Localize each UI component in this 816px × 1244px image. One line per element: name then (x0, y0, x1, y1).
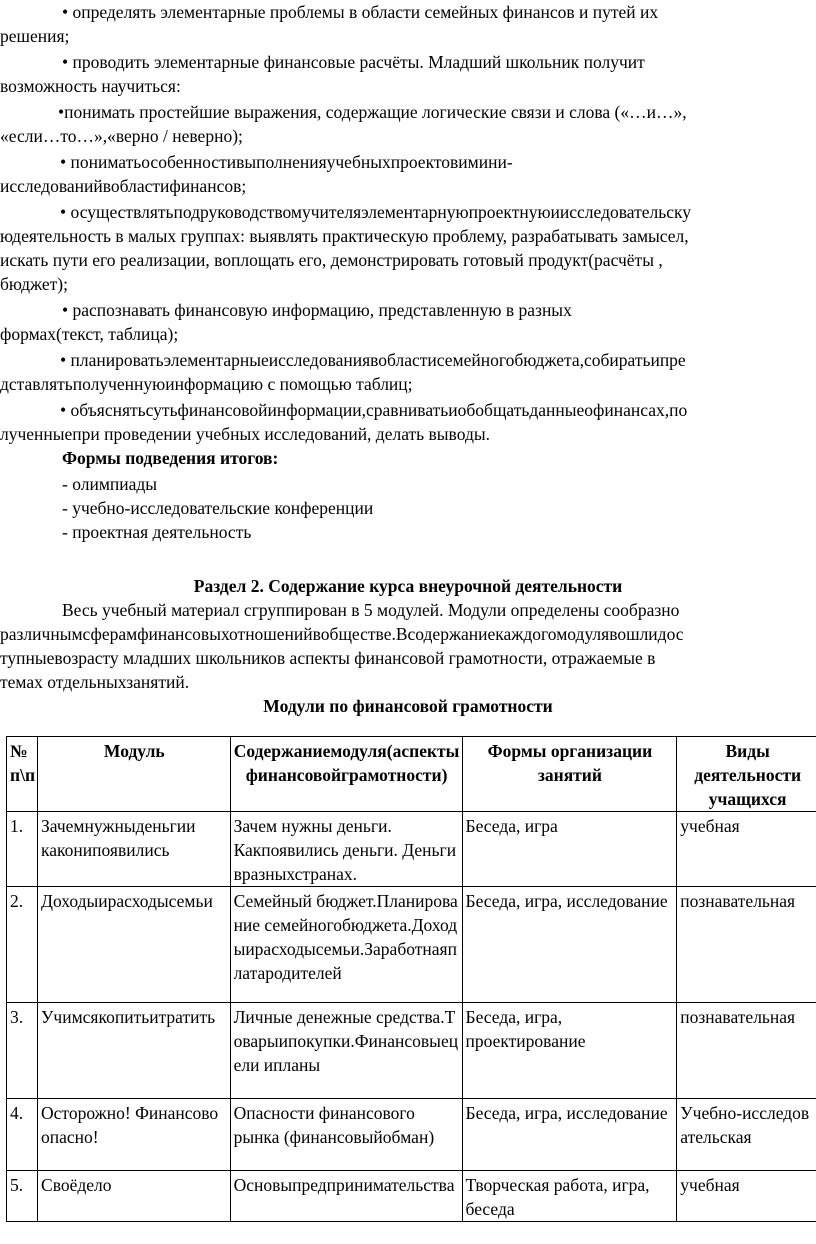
cell-content: Семейный бюджет.Планирование семейногобюджета.Доходыирасходысемьи.Заработнаяплатародителей (230, 887, 462, 1003)
forms-item: - учебно-исследовательские конференции (62, 498, 374, 518)
cell-module: Учимсякопитьитратить (38, 1003, 231, 1099)
text-line: «если…то…»,«верно / неверно); (0, 126, 243, 146)
forms-item: - проектная деятельность (62, 522, 252, 542)
cell-module: Доходыирасходысемьи (38, 887, 231, 1003)
cell-module: Зачемнужныденьгии каконипоявились (38, 812, 231, 887)
cell-forms: Творческая работа, игра, беседа (462, 1171, 677, 1222)
section-title: Раздел 2. Содержание курса внеурочной деятельности (193, 576, 623, 596)
bullet-line-7: • планироватьэлементарныеисследованиявобластисемейногобюджета,собиратьипре (60, 350, 686, 370)
table-row (7, 887, 816, 1003)
table-row (7, 1003, 816, 1099)
section-text: тупныевозрасту младших школьников аспекты финансовой грамотности, отражаемые в (0, 648, 656, 668)
header-activities: Виды деятельности учащихся (677, 737, 816, 812)
text-line: возможность научиться: (0, 76, 181, 96)
cell-forms: Беседа, игра, исследование (462, 1099, 677, 1171)
cell-number: 3. (7, 1003, 38, 1099)
text-line: формах(текст, таблица); (0, 324, 179, 344)
cell-number: 1. (7, 812, 38, 887)
modules-table (6, 736, 816, 1222)
header-forms: Формы организации занятий (462, 737, 677, 812)
bullet-line-1: • определять элементарные проблемы в области семейных финансов и путей их (62, 2, 659, 22)
bullet-line-4: • пониматьособенностивыполненияучебныхпроектовимини- (60, 152, 513, 172)
bullet-line-8: • объяснятьсутьфинансовойинформации,сравниватьиобобщатьданныеофинансах,по (60, 400, 688, 420)
table-title: Модули по финансовой грамотности (263, 696, 553, 716)
cell-activities: познавательная (677, 887, 816, 1003)
text-line: бюджет); (0, 274, 68, 294)
forms-heading: Формы подведения итогов: (62, 448, 279, 468)
section-text: темах отдельныхзанятий. (0, 672, 190, 692)
table-row (7, 812, 816, 887)
bullet-line-5: • осуществлятьподруководствомучителяэлементарнуюпроектнуюиисследовательску (60, 202, 691, 222)
section-text: различнымсферамфинансовыхотношенийвобществе.Всодержаниекаждогомодулявошлидос (0, 624, 684, 644)
text-line: лученныепри проведении учебных исследований, делать выводы. (0, 424, 490, 444)
text-line: дставлятьполученнуюинформацию с помощью таблиц; (0, 374, 413, 394)
cell-content: Личные денежные средства.Товарыипокупки.Финансовыецели ипланы (230, 1003, 462, 1099)
text-line: исследованийвобластифинансов; (0, 176, 247, 196)
cell-number: 5. (7, 1171, 38, 1222)
cell-number: 4. (7, 1099, 38, 1171)
cell-activities: учебная (677, 1171, 816, 1222)
table-header-row (7, 737, 816, 812)
cell-forms: Беседа, игра, проектирование (462, 1003, 677, 1099)
table-row (7, 1171, 816, 1222)
cell-module: Своёдело (38, 1171, 231, 1222)
forms-item: - олимпиады (62, 474, 158, 494)
header-content: Содержаниемодуля(аспекты финансовойграмотности) (230, 737, 462, 812)
cell-content: Опасности финансового рынка (финансовыйобман) (230, 1099, 462, 1171)
cell-number: 2. (7, 887, 38, 1003)
cell-module: Осторожно! Финансово опасно! (38, 1099, 231, 1171)
text-line: юдеятельность в малых группах: выявлять практическую проблему, разрабатывать замысел, (0, 226, 689, 246)
cell-forms: Беседа, игра, исследование (462, 887, 677, 1003)
cell-content: Зачем нужны деньги. Какпоявились деньги. Деньги вразныхстранах. (230, 812, 462, 887)
bullet-line-3: •понимать простейшие выражения, содержащие логические связи и слова («…и…», (58, 102, 687, 122)
text-line: искать пути его реализации, воплощать его, демонстрировать готовый продукт(расчёты , (0, 250, 663, 270)
bullet-line-6: • распознавать финансовую информацию, представленную в разных (62, 300, 572, 320)
cell-activities: учебная (677, 812, 816, 887)
section-text: Весь учебный материал сгруппирован в 5 модулей. Модули определены сообразно (62, 600, 680, 620)
header-number: № п\п (7, 737, 38, 812)
cell-forms: Беседа, игра (462, 812, 677, 887)
bullet-line-2: • проводить элементарные финансовые расчёты. Младший школьник получит (62, 52, 645, 72)
cell-activities: Учебно-исследовательская (677, 1099, 816, 1171)
cell-content: Основыпредпринимательства (230, 1171, 462, 1222)
cell-activities: познавательная (677, 1003, 816, 1099)
table-row (7, 1099, 816, 1171)
text-line: решения; (0, 26, 70, 46)
header-module: Модуль (38, 737, 231, 812)
